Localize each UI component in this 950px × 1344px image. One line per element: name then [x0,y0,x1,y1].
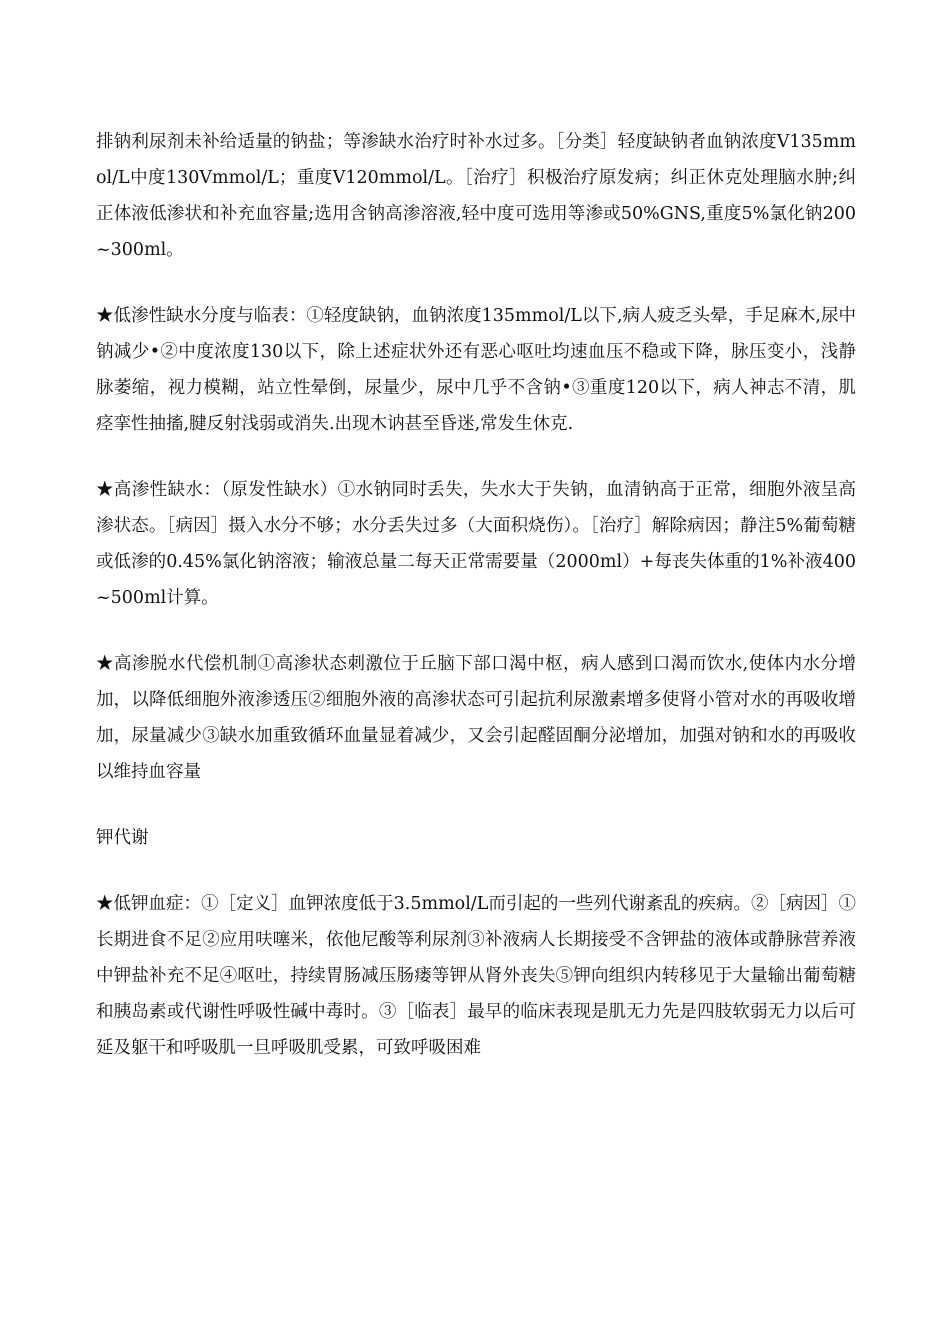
paragraph-hyponatremia-treatment: 排钠利尿剂未补给适量的钠盐；等渗缺水治疗时补水过多。［分类］轻度缺钠者血钠浓度V135mmol/L中度130Vmmol/L；重度V120mmol/L。［治疗］积极治疗原发病；纠正休克处理脑水肿;纠正体液低渗状和补充血容量;选用含钠高渗溶液,轻中度可选用等渗或50%GNS,重度5%氯化钠200~300ml。 [96,132,856,260]
section-heading-potassium: 钾代谢 [96,828,149,848]
paragraph-compensation-mechanism: ★高渗脱水代偿机制①高渗状态刺激位于丘脑下部口渴中枢，病人感到口渴而饮水,使体内水分增加，以降低细胞外液渗透压②细胞外液的高渗状态可引起抗利尿激素增多使肾小管对水的再吸收增加，尿量减少③缺水加重致循环血量显着减少，又会引起醛固酮分泌增加，加强对钠和水的再吸收以维持血容量 [96,654,856,782]
document-page [96,124,856,1096]
paragraph-hypotonic-dehydration: ★低渗性缺水分度与临表：①轻度缺钠，血钠浓度135mmol/L以下,病人疲乏头晕，手足麻木,尿中钠减少•②中度浓度130以下，除上述症状外还有恶心呕吐均速血压不稳或下降，脉压变小，浅静脉萎缩，视力模糊，站立性晕倒，尿量少，尿中几乎不含钠•③重度120以下，病人神志不清，肌痉挛性抽搐,腱反射浅弱或消失.出现木讷甚至昏迷,常发生休克. [96,306,856,434]
paragraph-hypertonic-dehydration: ★高渗性缺水：（原发性缺水）①水钠同时丢失，失水大于失钠，血清钠高于正常，细胞外液呈高渗状态。［病因］摄入水分不够；水分丢失过多（大面积烧伤）。［治疗］解除病因；静注5%葡萄糖或低渗的0.45%氯化钠溶液；输液总量二每天正常需要量（2000ml）+每丧失体重的1%补液400~500ml计算。 [96,480,856,608]
paragraph-hypokalemia: ★低钾血症：①［定义］血钾浓度低于3.5mmol/L而引起的一些列代谢紊乱的疾病。②［病因］①长期进食不足②应用呋噻米，依他尼酸等利尿剂③补液病人长期接受不含钾盐的液体或静脉营养液中钾盐补充不足④呕吐，持续胃肠减压肠瘘等钾从肾外丧失⑤钾向组织内转移见于大量输出葡萄糖和胰岛素或代谢性呼吸性碱中毒时。③［临表］最早的临床表现是肌无力先是四肢软弱无力以后可延及躯干和呼吸肌一旦呼吸肌受累，可致呼吸困难 [96,894,856,1058]
